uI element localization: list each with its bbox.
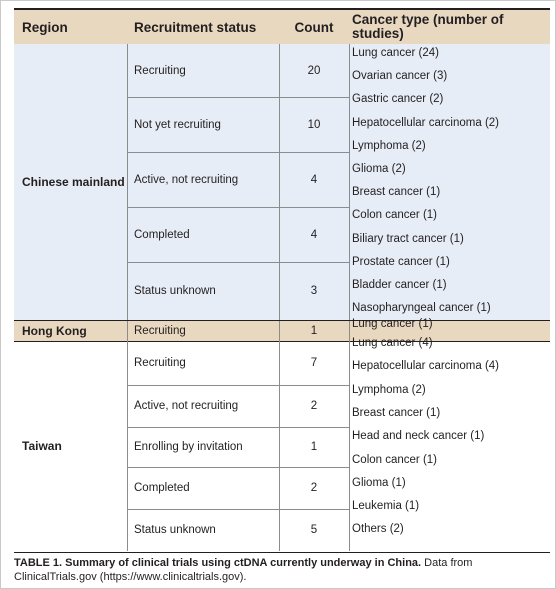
status-cell: Recruiting (134, 64, 186, 77)
cancer-type-item: Hepatocellular carcinoma (2) (352, 116, 500, 129)
count-cell: 7 (310, 357, 318, 369)
status-cell: Completed (134, 228, 190, 241)
column-divider (127, 44, 128, 320)
row-divider (127, 152, 349, 153)
status-cell: Not yet recruiting (134, 118, 221, 131)
cancer-type-item: Breast cancer (1) (352, 186, 441, 199)
count-cell: 4 (310, 173, 318, 186)
region-label: Chinese mainland (22, 175, 125, 189)
count-cell: 2 (310, 482, 318, 494)
cancer-type-item: Colon cancer (1) (352, 209, 438, 222)
cancer-type-item: Others (2) (352, 523, 404, 536)
status-cell: Completed (134, 482, 190, 494)
count-cell: 20 (307, 64, 321, 77)
count-cell: 10 (307, 118, 321, 131)
column-divider (349, 341, 350, 551)
column-divider (349, 44, 350, 320)
region-label: Taiwan (22, 439, 62, 453)
count-cell: 5 (310, 524, 318, 536)
status-cell: Enrolling by invitation (134, 441, 243, 453)
row-divider (127, 207, 349, 208)
header-status: Recruitment status (134, 19, 257, 35)
cancer-type-item: Ovarian cancer (3) (352, 70, 448, 83)
row-divider (127, 427, 349, 428)
cancer-type-item: Lung cancer (24) (352, 47, 439, 59)
table-bottom-rule (14, 552, 550, 553)
caption-label: TABLE 1. Summary of clinical trials using ctDNA currently underway in China. (14, 557, 422, 569)
cancer-type-item: Prostate cancer (1) (352, 255, 450, 268)
cancer-type-item: Lymphoma (2) (352, 139, 426, 152)
table-caption (14, 556, 550, 584)
count-cell: 2 (310, 400, 318, 412)
row-divider (127, 509, 349, 510)
column-divider (127, 321, 128, 341)
cancer-type-item: Hepatocellular carcinoma (4) (352, 360, 500, 373)
cancer-type-item: Colon cancer (1) (352, 453, 438, 466)
cancer-type-item: Breast cancer (1) (352, 406, 441, 419)
cancer-type-item: Glioma (2) (352, 163, 406, 175)
header-cancer-type: Cancer type (number of studies) (352, 12, 504, 41)
status-cell: Active, not recruiting (134, 173, 239, 186)
header-count: Count (294, 19, 334, 35)
region-divider (14, 341, 550, 342)
header-region: Region (22, 19, 68, 35)
row-divider (127, 97, 349, 98)
status-cell: Status unknown (134, 524, 216, 536)
region-label: Hong Kong (22, 324, 87, 338)
status-cell: Active, not recruiting (134, 400, 239, 412)
caption-text: Data from ClinicalTrials.gov (https://www.clinicaltrials.gov). (14, 557, 473, 583)
count-cell: 1 (310, 441, 318, 453)
row-divider (127, 467, 349, 468)
cancer-type-item: Lymphoma (2) (352, 383, 426, 396)
count-cell: 3 (310, 285, 318, 297)
cancer-type-item: Head and neck cancer (1) (352, 430, 485, 443)
count-cell: 4 (310, 228, 318, 241)
cancer-type-item: Nasopharyngeal cancer (1) (352, 302, 491, 315)
cancer-type-item: Gastric cancer (2) (352, 93, 444, 106)
row-divider (127, 262, 349, 263)
cancer-type-item: Bladder cancer (1) (352, 279, 447, 291)
cancer-type-item: Biliary tract cancer (1) (352, 232, 464, 245)
cancer-type-item: Lung cancer (1) (352, 318, 433, 330)
cancer-type-item: Leukemia (1) (352, 500, 420, 513)
table-header (14, 10, 550, 45)
status-cell: Status unknown (134, 285, 216, 297)
cancer-type-item: Lung cancer (4) (352, 337, 433, 349)
status-cell: Recruiting (134, 325, 186, 337)
count-cell: 1 (310, 325, 318, 337)
status-cell: Recruiting (134, 357, 186, 369)
row-divider (127, 385, 349, 386)
column-divider (127, 341, 128, 551)
cancer-type-item: Glioma (1) (352, 476, 406, 489)
column-divider (349, 321, 350, 341)
